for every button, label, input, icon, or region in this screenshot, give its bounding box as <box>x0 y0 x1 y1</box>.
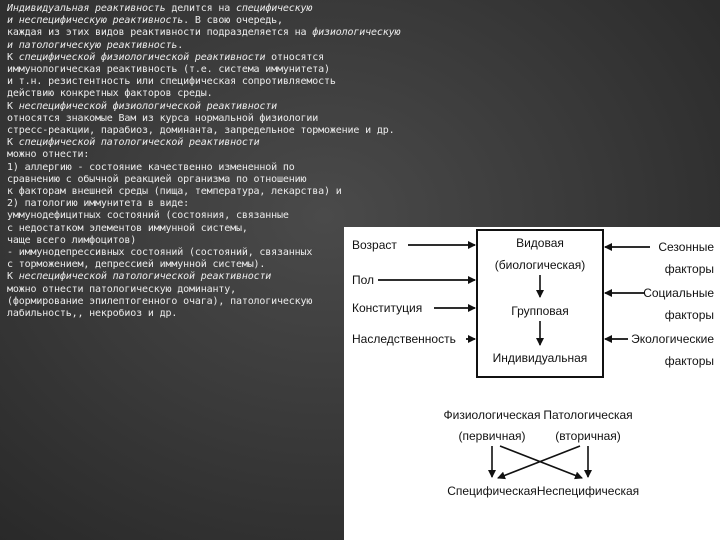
text-line <box>7 186 447 198</box>
text-line <box>7 27 447 39</box>
pathological-label: Патологическая <box>543 408 633 422</box>
text-run: К <box>7 271 19 283</box>
text-line <box>7 137 447 149</box>
text-line <box>7 40 447 52</box>
text-run: 1) аллергию - состояние качественно измененной по <box>7 161 295 173</box>
italic-term: физиологическую <box>312 27 401 39</box>
secondary-label: (вторичная) <box>555 429 621 443</box>
text-run: с торможением, депрессией иммунной системы). <box>7 259 266 271</box>
italic-term: и неспецифическую реактивность <box>7 15 184 27</box>
text-run: - иммунодепрессивных состояний (состояний, связанных <box>7 247 313 259</box>
factor-social-2: факторы <box>664 308 714 322</box>
italic-term: Индивидуальная реактивность <box>7 3 166 14</box>
reactivity-diagram <box>344 227 720 540</box>
italic-term: неспецифической патологической реактивности <box>18 271 272 283</box>
nonspecific-label: Неспецифическая <box>536 484 640 498</box>
text-line <box>7 88 447 100</box>
text-run: чаще всего лимфоцитов) <box>7 234 137 246</box>
italic-term: специфическую <box>235 3 313 14</box>
italic-term: и патологическую реактивность <box>7 39 178 51</box>
italic-term: неспецифической физиологической реактивности <box>18 100 278 112</box>
italic-term: специфической физиологической реактивности <box>18 51 266 63</box>
text-run: сравнению с обычной реакцией организма по отношению <box>7 173 307 185</box>
text-run: уммунодефицитных состояний (состояния, связанные <box>7 210 289 222</box>
italic-term: специфической патологической реактивности <box>18 137 260 149</box>
text-run: относятся знакомые Вам из курса нормальной физиологии <box>7 112 319 124</box>
text-run: относятся <box>265 51 325 63</box>
species-label: Видовая <box>516 236 564 250</box>
text-line <box>7 149 447 161</box>
text-line <box>7 210 447 222</box>
primary-label: (первичная) <box>458 429 526 443</box>
text-run: каждая из этих видов реактивности подразделяется на <box>7 27 313 39</box>
factor-seasonal-2: факторы <box>664 262 714 276</box>
text-run: и т.н. резистентность или специфическая сопротивляемость <box>7 76 336 88</box>
text-run: можно отнести: <box>7 149 90 161</box>
text-run: . <box>177 39 184 51</box>
biological-label: (биологическая) <box>494 258 586 272</box>
text-line <box>7 174 447 186</box>
text-line <box>7 101 447 113</box>
text-run: (формирование эпилептогенного очага), патологическую <box>7 295 313 307</box>
text-line <box>7 125 447 137</box>
text-run: можно отнести патологическую доминанту, <box>7 283 236 295</box>
text-line <box>7 198 447 210</box>
text-run: К <box>7 51 19 63</box>
text-run: делится на <box>165 3 236 14</box>
factor-seasonal: Сезонные <box>658 240 714 254</box>
text-run: . В свою очередь, <box>183 15 283 27</box>
text-run: лабильность,, некробиоз и др. <box>7 308 178 320</box>
group-label: Групповая <box>511 304 569 318</box>
text-run: иммунологическая реактивность (т.е. система иммунитета) <box>7 64 330 76</box>
text-run: действию конкретных факторов среды. <box>7 88 213 100</box>
text-line <box>7 3 447 15</box>
text-run: с недостатком элементов иммунной системы, <box>7 222 248 234</box>
text-run: к факторам внешней среды (пища, температура, лекарства) и <box>7 186 342 198</box>
text-run: К <box>7 137 19 149</box>
specific-label: Специфическая <box>447 484 537 498</box>
factor-constitution: Конституция <box>352 301 423 315</box>
text-run: 2) патологию иммунитета в виде: <box>7 198 189 210</box>
factor-social: Социальные <box>643 286 714 300</box>
text-line <box>7 162 447 174</box>
individual-label: Индивидуальная <box>492 351 588 365</box>
factor-ecological-2: факторы <box>664 354 714 368</box>
text-line <box>7 76 447 88</box>
factor-age: Возраст <box>352 238 397 252</box>
text-line <box>7 52 447 64</box>
diagram-svg <box>344 227 720 540</box>
text-run: К <box>7 100 19 112</box>
text-run: стресс-реакции, парабиоз, доминанта, запредельное торможение и др. <box>7 125 395 137</box>
text-line <box>7 64 447 76</box>
text-line <box>7 113 447 125</box>
factor-ecological: Экологические <box>631 332 714 346</box>
factor-heredity: Наследственность <box>352 332 456 346</box>
text-line <box>7 15 447 27</box>
factor-sex: Пол <box>352 273 375 287</box>
physiological-label: Физиологическая <box>443 408 541 422</box>
